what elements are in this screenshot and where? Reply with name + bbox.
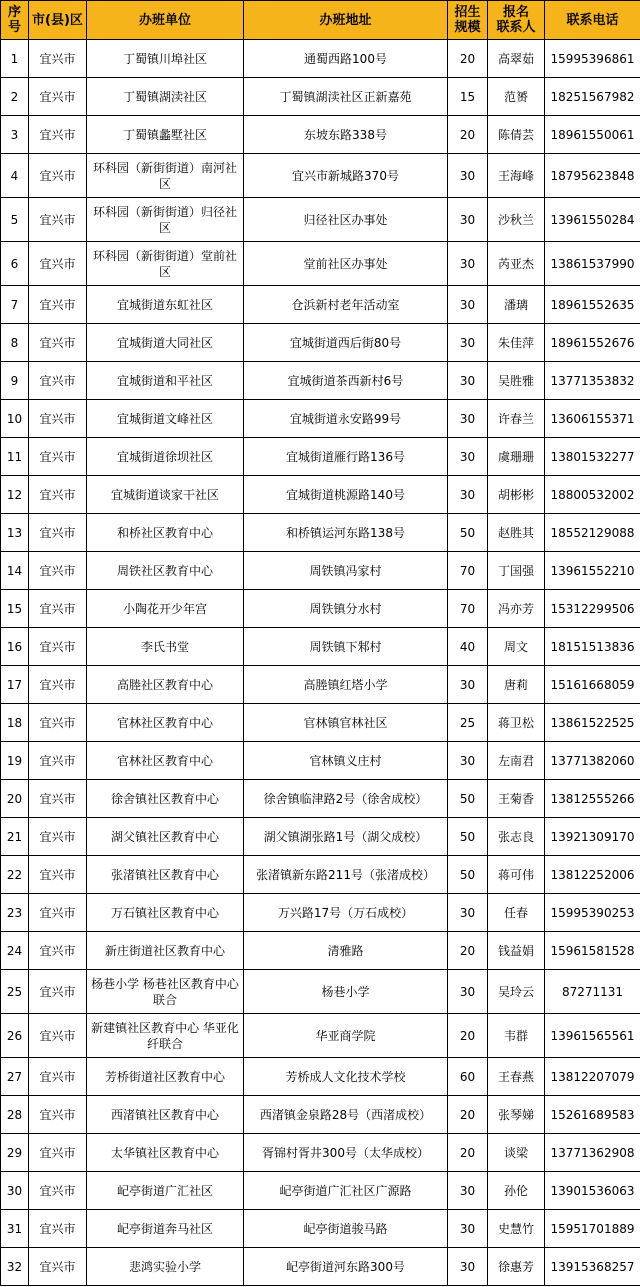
row-address: 张渚镇新东路211号（张渚成校） [244,856,448,894]
table-row [1,78,640,116]
row-phone: 15312299506 [545,590,640,628]
row-unit: 宜城街道徐坝社区 [87,438,244,476]
row-phone: 15995390253 [545,894,640,932]
row-size: 30 [448,1210,488,1248]
row-phone: 18961552676 [545,324,640,362]
row-contact: 谈梁 [488,1134,545,1172]
row-size: 30 [448,438,488,476]
row-phone: 13861537990 [545,242,640,286]
row-size: 50 [448,856,488,894]
row-district: 宜兴市 [29,154,87,198]
row-address: 屺亭街道河东路300号 [244,1248,448,1286]
row-contact: 蒋卫松 [488,704,545,742]
row-size: 25 [448,704,488,742]
row-contact: 赵胜其 [488,514,545,552]
row-contact: 钱益娟 [488,932,545,970]
row-unit: 丁蜀镇湖渎社区 [87,78,244,116]
row-contact: 徐惠芳 [488,1248,545,1286]
row-unit: 湖父镇社区教育中心 [87,818,244,856]
row-phone: 87271131 [545,970,640,1014]
row-district: 宜兴市 [29,742,87,780]
row-unit: 高塍社区教育中心 [87,666,244,704]
row-unit: 芳桥街道社区教育中心 [87,1058,244,1096]
row-unit: 官林社区教育中心 [87,742,244,780]
table-row [1,742,640,780]
row-phone: 15961581528 [545,932,640,970]
table-row [1,970,640,1014]
row-size: 50 [448,780,488,818]
row-phone: 18961550061 [545,116,640,154]
row-address: 杨巷小学 [244,970,448,1014]
row-size: 30 [448,198,488,242]
row-contact: 王海峰 [488,154,545,198]
row-address: 周铁镇冯家村 [244,552,448,590]
row-district: 宜兴市 [29,704,87,742]
row-address: 高塍镇红塔小学 [244,666,448,704]
row-phone: 13901536063 [545,1172,640,1210]
table-row [1,628,640,666]
table-row [1,362,640,400]
row-address: 仓浜新村老年活动室 [244,286,448,324]
row-unit: 太华镇社区教育中心 [87,1134,244,1172]
row-size: 50 [448,818,488,856]
header-index: 序 号 [1,1,29,40]
row-district: 宜兴市 [29,780,87,818]
row-size: 30 [448,324,488,362]
row-index: 3 [1,116,29,154]
row-address: 清雅路 [244,932,448,970]
header-unit: 办班单位 [87,1,244,40]
row-index: 19 [1,742,29,780]
row-size: 30 [448,286,488,324]
row-index: 32 [1,1248,29,1286]
row-phone: 18552129088 [545,514,640,552]
row-address: 宜城街道永安路99号 [244,400,448,438]
row-size: 30 [448,1248,488,1286]
row-unit: 丁蜀镇川埠社区 [87,40,244,78]
row-index: 9 [1,362,29,400]
row-size: 30 [448,476,488,514]
header-phone: 联系电话 [545,1,640,40]
row-contact: 高翠茹 [488,40,545,78]
row-address: 通蜀西路100号 [244,40,448,78]
row-unit: 环科园（新街街道）归径社区 [87,198,244,242]
row-district: 宜兴市 [29,1248,87,1286]
table-row [1,324,640,362]
row-contact: 沙秋兰 [488,198,545,242]
row-phone: 13771362908 [545,1134,640,1172]
row-district: 宜兴市 [29,590,87,628]
row-index: 14 [1,552,29,590]
row-contact: 许春兰 [488,400,545,438]
table-row [1,1058,640,1096]
row-district: 宜兴市 [29,400,87,438]
row-contact: 冯亦芳 [488,590,545,628]
row-index: 7 [1,286,29,324]
row-district: 宜兴市 [29,286,87,324]
row-address: 堂前社区办事处 [244,242,448,286]
row-district: 宜兴市 [29,1134,87,1172]
row-size: 20 [448,116,488,154]
table-row [1,590,640,628]
row-phone: 13606155371 [545,400,640,438]
row-size: 40 [448,628,488,666]
row-district: 宜兴市 [29,970,87,1014]
table-row [1,476,640,514]
table-row [1,514,640,552]
row-district: 宜兴市 [29,324,87,362]
row-district: 宜兴市 [29,1014,87,1058]
row-unit: 新庄街道社区教育中心 [87,932,244,970]
row-unit: 和桥社区教育中心 [87,514,244,552]
row-contact: 韦群 [488,1014,545,1058]
row-district: 宜兴市 [29,552,87,590]
row-contact: 史慧竹 [488,1210,545,1248]
table-row [1,894,640,932]
row-index: 8 [1,324,29,362]
row-district: 宜兴市 [29,476,87,514]
row-index: 30 [1,1172,29,1210]
row-phone: 15161668059 [545,666,640,704]
table-row [1,116,640,154]
row-unit: 屺亭街道奔马社区 [87,1210,244,1248]
row-size: 70 [448,590,488,628]
row-address: 官林镇义庄村 [244,742,448,780]
row-phone: 18251567982 [545,78,640,116]
row-unit: 徐舍镇社区教育中心 [87,780,244,818]
row-size: 70 [448,552,488,590]
table-row [1,1096,640,1134]
row-unit: 周铁社区教育中心 [87,552,244,590]
row-index: 18 [1,704,29,742]
row-unit: 环科园（新街街道）南河社区 [87,154,244,198]
row-phone: 13961552210 [545,552,640,590]
row-unit: 李氏书堂 [87,628,244,666]
row-address: 屺亭街道广汇社区广源路 [244,1172,448,1210]
row-unit: 张渚镇社区教育中心 [87,856,244,894]
row-size: 20 [448,40,488,78]
row-address: 宜城街道茶西新村6号 [244,362,448,400]
table-body [1,40,640,1286]
row-phone: 13812207079 [545,1058,640,1096]
row-phone: 18800532002 [545,476,640,514]
row-district: 宜兴市 [29,198,87,242]
table-row [1,438,640,476]
row-phone: 13771382060 [545,742,640,780]
row-contact: 周文 [488,628,545,666]
row-size: 20 [448,1014,488,1058]
header-district: 市(县)区 [29,1,87,40]
row-district: 宜兴市 [29,818,87,856]
row-district: 宜兴市 [29,932,87,970]
row-unit: 万石镇社区教育中心 [87,894,244,932]
row-address: 宜城街道雁行路136号 [244,438,448,476]
row-size: 30 [448,400,488,438]
row-index: 5 [1,198,29,242]
table-row [1,1014,640,1058]
row-size: 30 [448,362,488,400]
row-contact: 吴胜雅 [488,362,545,400]
row-address: 芳桥成人文化技术学校 [244,1058,448,1096]
row-index: 20 [1,780,29,818]
row-district: 宜兴市 [29,78,87,116]
row-index: 29 [1,1134,29,1172]
row-contact: 芮亚杰 [488,242,545,286]
row-size: 30 [448,154,488,198]
row-index: 27 [1,1058,29,1096]
header-contact: 报名 联系人 [488,1,545,40]
row-district: 宜兴市 [29,1172,87,1210]
row-district: 宜兴市 [29,1058,87,1096]
row-district: 宜兴市 [29,1096,87,1134]
row-address: 东坡东路338号 [244,116,448,154]
header-address: 办班地址 [244,1,448,40]
row-unit: 杨巷小学 杨巷社区教育中心联合 [87,970,244,1014]
row-index: 2 [1,78,29,116]
row-contact: 吴玲云 [488,970,545,1014]
row-unit: 宜城街道和平社区 [87,362,244,400]
row-index: 25 [1,970,29,1014]
row-address: 周铁镇分水村 [244,590,448,628]
table-row [1,856,640,894]
row-district: 宜兴市 [29,628,87,666]
row-district: 宜兴市 [29,242,87,286]
row-address: 官林镇官林社区 [244,704,448,742]
row-contact: 丁国强 [488,552,545,590]
row-address: 宜城街道桃源路140号 [244,476,448,514]
table-row [1,666,640,704]
row-contact: 虞珊珊 [488,438,545,476]
row-district: 宜兴市 [29,116,87,154]
row-district: 宜兴市 [29,1210,87,1248]
row-phone: 13801532277 [545,438,640,476]
row-index: 22 [1,856,29,894]
table-row [1,1210,640,1248]
row-index: 26 [1,1014,29,1058]
row-address: 归径社区办事处 [244,198,448,242]
table-row [1,1248,640,1286]
row-index: 6 [1,242,29,286]
row-address: 屺亭街道骏马路 [244,1210,448,1248]
row-unit: 环科园（新街街道）堂前社区 [87,242,244,286]
row-unit: 西渚镇社区教育中心 [87,1096,244,1134]
row-phone: 18961552635 [545,286,640,324]
table-header-row [1,1,640,40]
row-index: 16 [1,628,29,666]
row-district: 宜兴市 [29,514,87,552]
row-index: 4 [1,154,29,198]
row-contact: 陈倩芸 [488,116,545,154]
row-size: 30 [448,742,488,780]
row-phone: 13961550284 [545,198,640,242]
row-unit: 新建镇社区教育中心 华亚化纤联合 [87,1014,244,1058]
row-index: 15 [1,590,29,628]
row-phone: 13921309170 [545,818,640,856]
row-size: 20 [448,1096,488,1134]
row-index: 28 [1,1096,29,1134]
row-unit: 屺亭街道广汇社区 [87,1172,244,1210]
row-district: 宜兴市 [29,856,87,894]
row-size: 15 [448,78,488,116]
row-phone: 13812555266 [545,780,640,818]
row-index: 13 [1,514,29,552]
row-contact: 蒋可伟 [488,856,545,894]
table-row [1,1134,640,1172]
row-unit: 宜城街道大同社区 [87,324,244,362]
table-row [1,932,640,970]
row-phone: 13771353832 [545,362,640,400]
table-row [1,704,640,742]
row-index: 17 [1,666,29,704]
row-address: 宜城街道西后街80号 [244,324,448,362]
row-size: 30 [448,666,488,704]
row-size: 50 [448,514,488,552]
row-phone: 13961565561 [545,1014,640,1058]
row-index: 23 [1,894,29,932]
table-row [1,552,640,590]
table-row [1,242,640,286]
row-address: 万兴路17号（万石成校） [244,894,448,932]
table-row [1,780,640,818]
row-address: 西渚镇金泉路28号（西渚成校） [244,1096,448,1134]
row-index: 12 [1,476,29,514]
row-index: 21 [1,818,29,856]
row-unit: 宜城街道谈家干社区 [87,476,244,514]
row-district: 宜兴市 [29,40,87,78]
row-contact: 王春燕 [488,1058,545,1096]
row-unit: 小陶花开少年宫 [87,590,244,628]
row-phone: 18795623848 [545,154,640,198]
row-address: 和桥镇运河东路138号 [244,514,448,552]
table-row [1,1172,640,1210]
row-contact: 范赟 [488,78,545,116]
row-phone: 13861522525 [545,704,640,742]
row-contact: 任春 [488,894,545,932]
row-contact: 朱佳萍 [488,324,545,362]
row-address: 胥锦村胥井300号（太华成校） [244,1134,448,1172]
row-phone: 13812252006 [545,856,640,894]
row-contact: 王菊香 [488,780,545,818]
table-row [1,818,640,856]
row-size: 30 [448,1172,488,1210]
table-row [1,40,640,78]
row-district: 宜兴市 [29,362,87,400]
table-row [1,198,640,242]
row-unit: 宜城街道文峰社区 [87,400,244,438]
row-phone: 15951701889 [545,1210,640,1248]
row-unit: 宜城街道东虹社区 [87,286,244,324]
row-phone: 15261689583 [545,1096,640,1134]
row-contact: 胡彬彬 [488,476,545,514]
row-address: 湖父镇湖张路1号（湖父成校） [244,818,448,856]
row-contact: 孙伦 [488,1172,545,1210]
row-index: 1 [1,40,29,78]
table-row [1,154,640,198]
row-size: 30 [448,242,488,286]
row-phone: 13915368257 [545,1248,640,1286]
row-index: 11 [1,438,29,476]
row-contact: 唐莉 [488,666,545,704]
row-district: 宜兴市 [29,894,87,932]
row-district: 宜兴市 [29,438,87,476]
row-address: 周铁镇下邾村 [244,628,448,666]
row-address: 华亚商学院 [244,1014,448,1058]
row-contact: 潘璃 [488,286,545,324]
row-size: 20 [448,932,488,970]
row-contact: 左南君 [488,742,545,780]
row-contact: 张志良 [488,818,545,856]
row-size: 30 [448,894,488,932]
row-index: 10 [1,400,29,438]
row-address: 徐舍镇临津路2号（徐舍成校） [244,780,448,818]
row-size: 60 [448,1058,488,1096]
row-address: 宜兴市新城路370号 [244,154,448,198]
row-phone: 18151513836 [545,628,640,666]
row-phone: 15995396861 [545,40,640,78]
row-unit: 官林社区教育中心 [87,704,244,742]
row-index: 24 [1,932,29,970]
row-unit: 丁蜀镇蠡墅社区 [87,116,244,154]
row-index: 31 [1,1210,29,1248]
row-size: 20 [448,1134,488,1172]
row-district: 宜兴市 [29,666,87,704]
row-unit: 悲鸿实验小学 [87,1248,244,1286]
table-row [1,400,640,438]
row-contact: 张琴娣 [488,1096,545,1134]
row-size: 30 [448,970,488,1014]
table-row [1,286,640,324]
row-address: 丁蜀镇湖渎社区正新嘉苑 [244,78,448,116]
header-size: 招生 规模 [448,1,488,40]
